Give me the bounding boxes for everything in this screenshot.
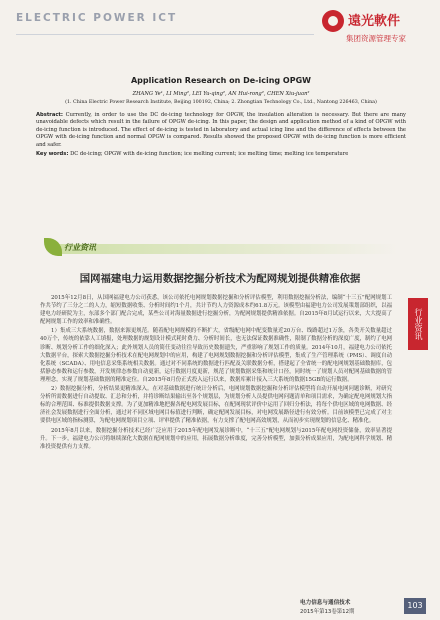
english-abstract [36, 112, 406, 149]
page-number: 103 [404, 598, 426, 614]
banner-background [56, 244, 398, 254]
page-footer [300, 598, 430, 616]
footer-magazine-name: 电力信息与通信技术 [300, 600, 351, 606]
section-banner [38, 238, 398, 258]
abstract-label: Abstract: [36, 112, 63, 118]
section-banner-label: 行业资讯 [64, 243, 96, 252]
magazine-english-name: ELECTRIC POWER ICT [16, 12, 178, 24]
english-authors: ZHANG Ye¹, LI Ming², LEI Yu-qing², AN Hui-rong², CHEN Xiu-juan² [132, 91, 310, 97]
logo-subtitle: 集团资源管理专家 [346, 34, 406, 43]
english-affiliation: (1. China Electric Power Research Institute, Beijing 100192, China; 2. Zhongtian Technology Co., Ltd., Nantong 226463, China) [65, 100, 377, 105]
english-keywords [36, 151, 406, 158]
keywords-label: Key words: [36, 151, 69, 158]
header-divider [16, 34, 314, 35]
article-paragraph: 2015年12月8日，从国网福建电力公司获悉，该公司依托电网规划数据挖掘和分析评估模型，利用数据挖掘分析法，编制“十三五”配网规划工作共节约了三分之二的人力，缩短数据收集、分析时间约1个月，共计节约人力资源成本约61.8万元。该模型由福建电力公司发展策划部组织，以福建电力经研院为主，东部多个部门配合完成，某些公司对海量数据进行挖掘分析，为配网规划提供精准依据。自2015年8月试运行以来，大大提高了配网规划工作的效率和准确性。 [40, 295, 392, 326]
page-header [0, 0, 440, 60]
article-body [40, 294, 392, 452]
english-abstract-block [36, 76, 406, 158]
keywords-text: DC de-icing; OPGW with de-icing function; ice melting current; ice melting time; melting ice temperature [70, 151, 349, 158]
company-logo [322, 8, 434, 46]
logo-name: 遠光軟件 [348, 14, 401, 29]
article-title: 国网福建电力运用数据挖掘分析技术为配网规划提供精准依据 [79, 273, 361, 285]
article-paragraph: 1）集成三大系统数据，数据来源更规范。随着配电网规模的不断扩大，省级配电网中配变数量近20万台、线路超过1万条，各类开关数量超过40万个，传统的依靠人工填报，处理数据的规划设计模式耗时费力、分析时间长，也无法保证数据准确性，限制了数据分析的深度广度，制约了电网诊断、规划分析工作的细化深入；此外规划人员的简任变动往往导致历史数据遗失，严重影响了规划工作的质量。2014年10月，福建电力公司依托大数据平台，探索大数据挖掘分析技术在配电网规划中的应用，构建了电网规划数据挖掘和分析评估模型，集成了生产管理系统（PMS）、调度自动化系统（SCADA）、用电信息采集系统相关数据。通过对不同系统的数据进行匹配及关联数据分析，搭建起了全省统一的配电网规划基础数据库，包括静态参数和运行参数，开发规律态参数自动更新，运行数据月度更新，规范了规划数据采集和统计口径，同时统一了规划人员对配网基础数据的管理理念，实现了规划基础数据的精准定位。自2015年8月份正式投入运行以来，数据库累计接入三大系统的数据15GB的运行数据。 [40, 328, 392, 383]
article-paragraph: 2）数据挖掘分析，分析结果更精准深入。在对基础数据进行统计分析后，电网规划数据挖掘和分析评估模型将自动开展电网问题诊断，对研究分析所需数据进行自动提取、汇总和分析，并将诊断结果输出至各个规划层，为规划分析人员提供电网问题清单和项目需求，为确定配电网规划大指标的合理范围、标准提供数据支撑。为了更加精准地把握各配电网发展目标，在配网现状评价中运用了回归分析法，将每个供电区域的电网数据、经济社会发展数据进行全面分析，通过对不同区域电网目标值进行判断，确定配网发展目标，对电网发展路径进行有效分析。目前该模型已完成了对主要供电区域的指标测算，为配电网规划项目立项、评审提供了精准依据，有力支撑了配电网高效规划，从而初步实现规划的信息化、精准化。 [40, 386, 392, 425]
english-title: Application Research on De-icing OPGW [130, 76, 311, 85]
logo-mark-icon [322, 10, 344, 32]
side-section-tag: 行业资讯 [408, 298, 428, 350]
leaf-icon [44, 238, 62, 256]
footer-issue: 2015年第13卷第12期 [300, 609, 355, 615]
article-paragraph: 2015年8月以来，数据挖掘分析技术已经广泛应用于2015年配电网发展诊断中，“十三五”配电网规划与2015年配电网投资储备，效率显著提升。下一步，福建电力公司将继续深化大数据在配网规划中的应用，拓展数据分析维度，完善分析模型，加强分析成果应用，为配电网科学规划、精准投资提供有力支撑。 [40, 427, 392, 450]
abstract-text: Currently, in order to use the DC de-icing technology for OPGW, the insulation alteration is necessary. But there are many unavoidable defects which result in the failure of OPGW de-icing. In this paper, the design and application method of a kind of OPGW with de-icing function is introduced. The effect of de-icing is tested in laboratory and actual icing line and the difference of effects between the OPGW with de-icing function and normal OPGW is compared. Results showed the proposed OPGW with de-icing function is more efficient and safer. [36, 112, 406, 148]
